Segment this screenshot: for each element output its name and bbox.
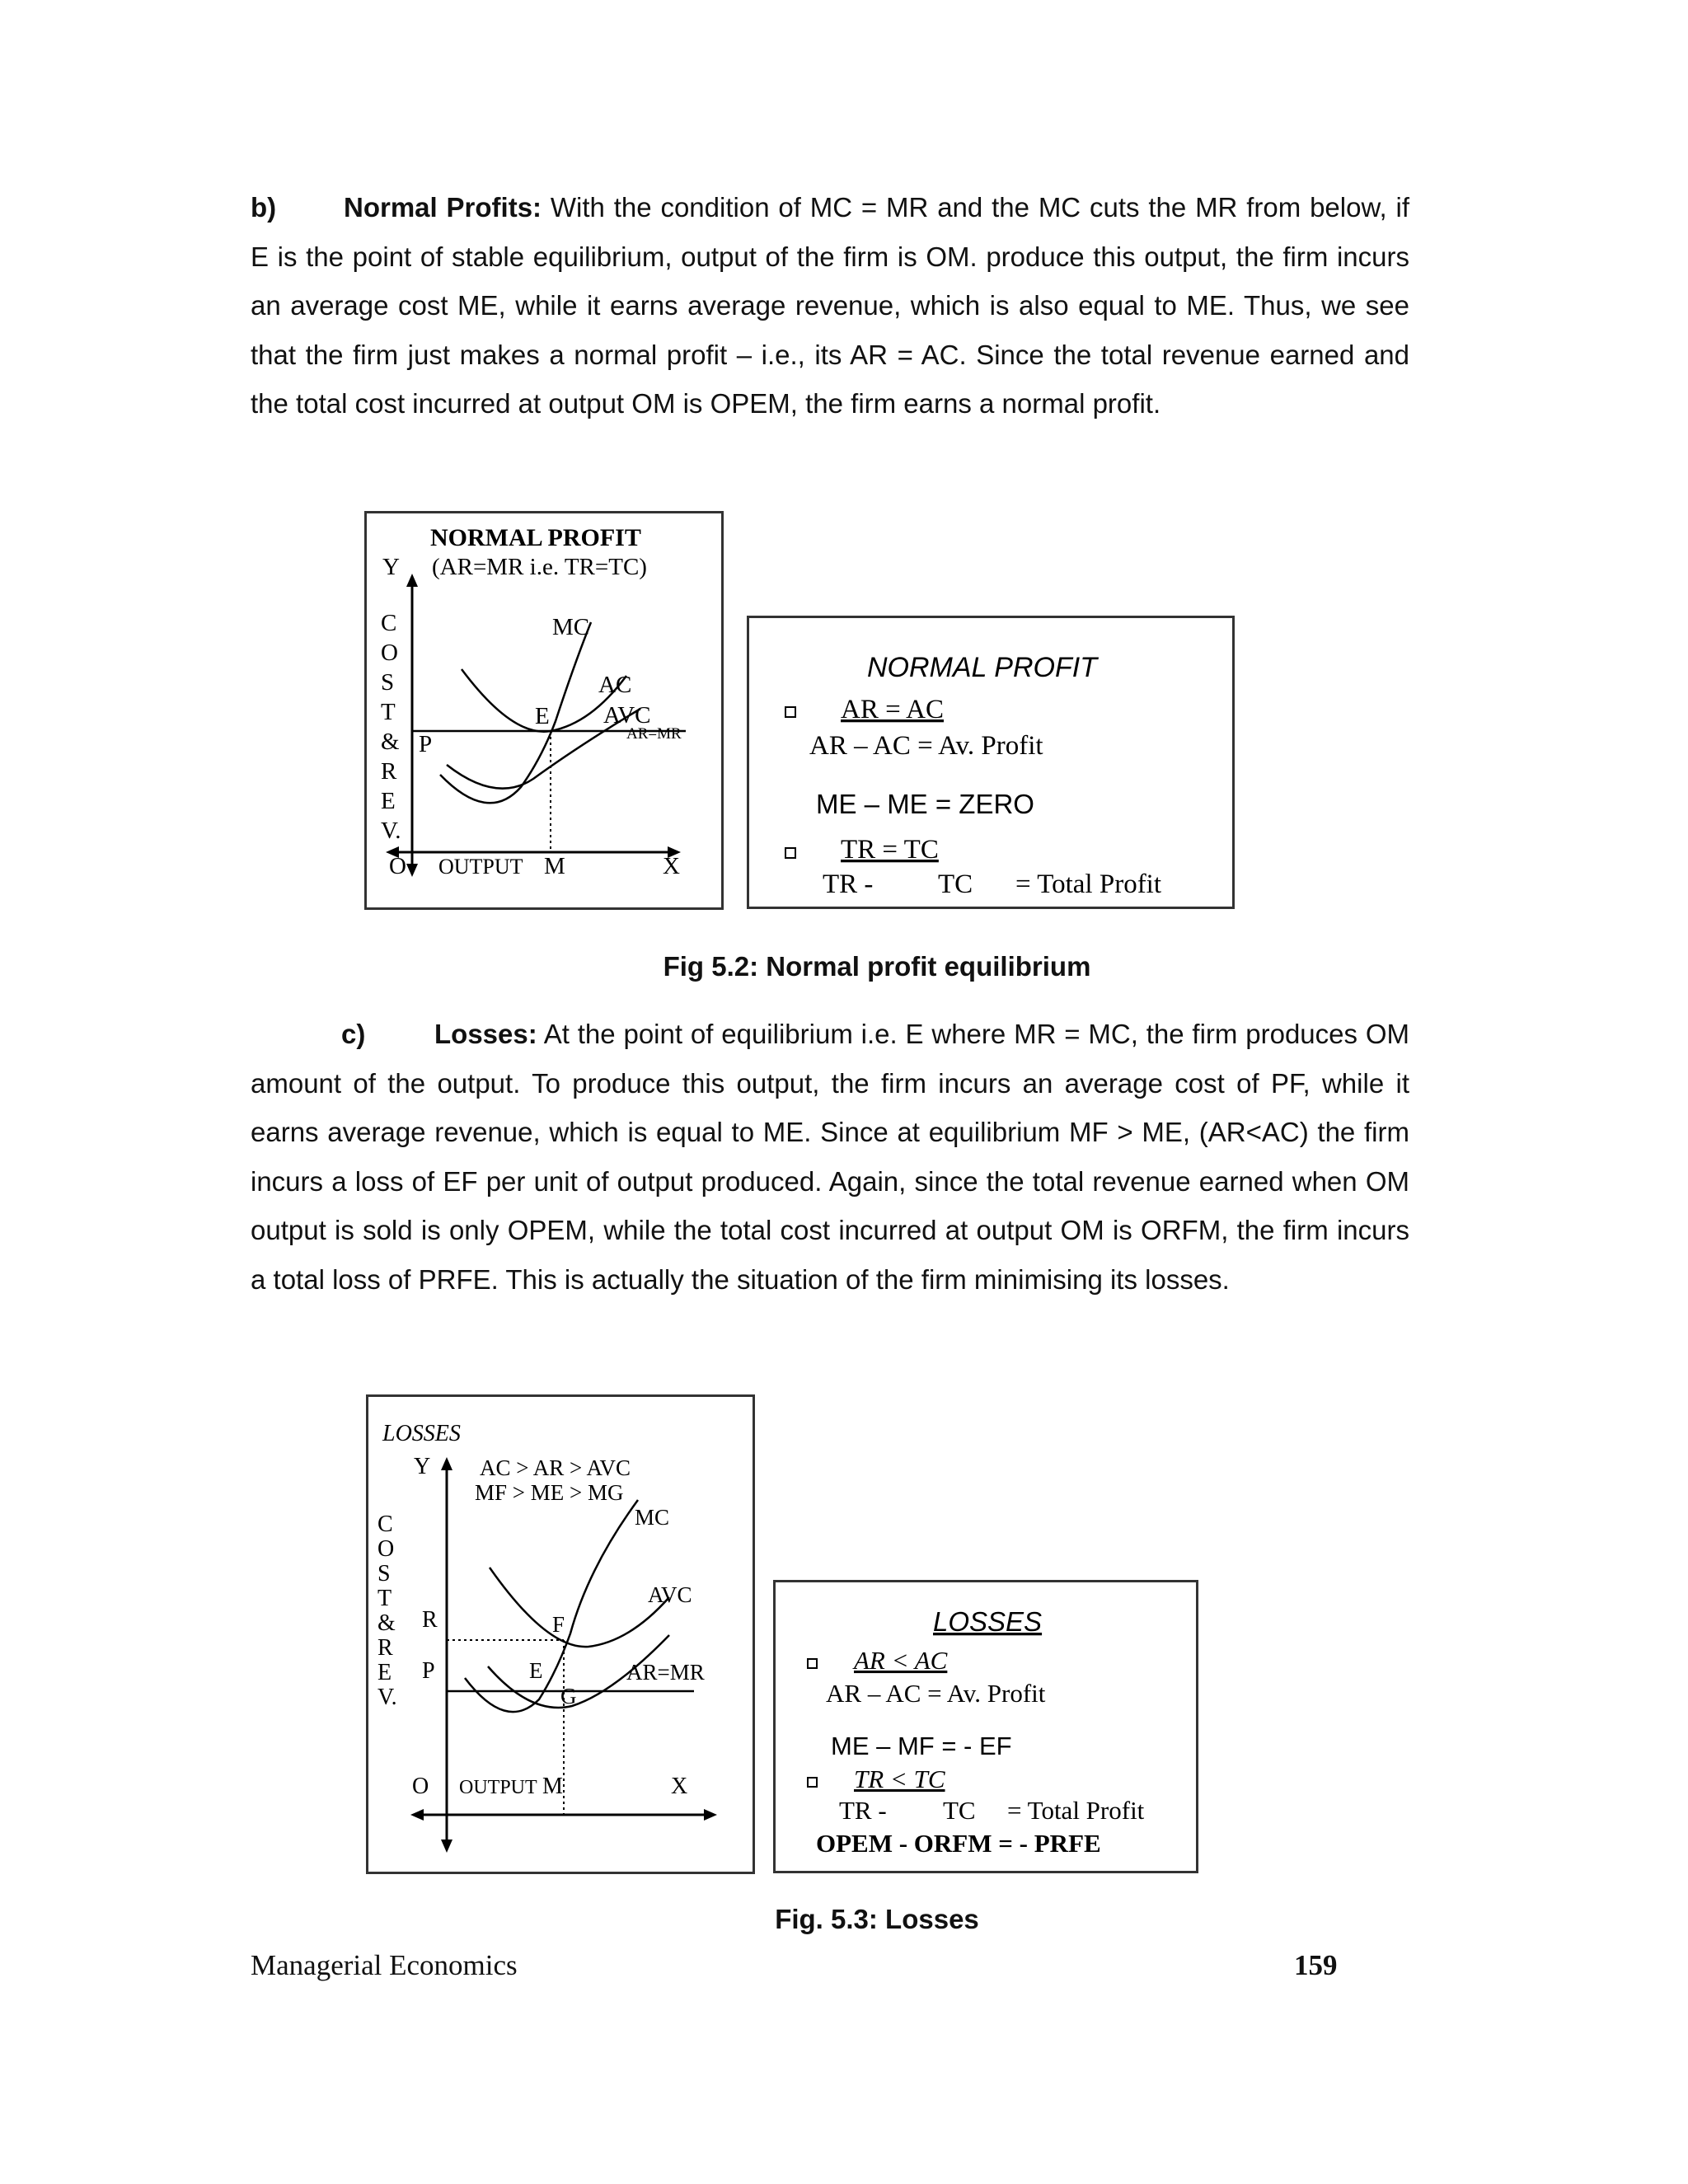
vaxis-letter: O: [381, 640, 398, 666]
f-label: F: [552, 1612, 565, 1637]
mc-label: MC: [552, 614, 590, 640]
equation-tc: TC: [938, 869, 973, 899]
ac-label: AC: [598, 672, 632, 698]
m-label: M: [544, 853, 565, 879]
paragraph-title: Losses:: [434, 1019, 537, 1049]
box-title: NORMAL PROFIT: [867, 652, 1097, 683]
paragraph-losses: [251, 1010, 1409, 1304]
p-label: P: [419, 731, 433, 757]
equation-total-profit: = Total Profit: [1015, 869, 1162, 899]
equation-tr: TR -: [823, 869, 874, 899]
equation-ar-ac: AR = AC: [841, 695, 944, 724]
vaxis-letter: C: [381, 610, 397, 636]
diagram-title: LOSSES: [382, 1421, 461, 1446]
footer-book-title: Managerial Economics: [251, 1949, 518, 1981]
vaxis-letter: V.: [377, 1685, 397, 1710]
vaxis-letter: T: [381, 699, 396, 725]
vaxis-letter: &: [377, 1610, 396, 1636]
equation-av-profit: AR – AC = Av. Profit: [826, 1679, 1046, 1708]
origin-label: O: [389, 853, 406, 879]
ar-mr-label: AR=MR: [626, 1660, 705, 1685]
equation-total-profit: = Total Profit: [1007, 1796, 1145, 1825]
inequality-ar-ac: AR < AC: [854, 1646, 948, 1675]
x-label: X: [663, 853, 680, 879]
diagram-subtitle: (AR=MR i.e. TR=TC): [432, 554, 647, 580]
paragraph-body: At the point of equilibrium i.e. E where MR = MC, the firm produces OM amount of the output. To produce this output, the firm incurs an average cost of PF, while it earns average revenue, which is equal to ME. Since at equilibrium MF > ME, (AR<AC) the firm incurs a loss of EF per unit of output produced. Again, since the total revenue earned when OM output is sold is only OPEM, while the total cost incurred at output OM is ORFM, the firm incurs a total loss of PRFE. This is actually the situation of the firm minimising its losses.: [251, 1019, 1409, 1295]
normal-profit-diagram: [364, 511, 724, 910]
m-label: M: [542, 1774, 563, 1799]
avc-label: AVC: [648, 1582, 692, 1607]
p-label: P: [422, 1658, 435, 1684]
vaxis-letter: R: [377, 1635, 393, 1661]
output-label: OUTPUT: [459, 1777, 537, 1798]
vaxis-letter: S: [377, 1561, 391, 1586]
equation-zero: ME – ME = ZERO: [816, 789, 1034, 819]
figure-caption: Fig. 5.3: Losses: [775, 1904, 979, 1934]
equation-tr: TR -: [839, 1796, 887, 1825]
losses-summary-box: [773, 1580, 1198, 1873]
vaxis-letter: T: [377, 1586, 392, 1611]
e-label: E: [535, 703, 550, 729]
vaxis-letter: E: [377, 1660, 392, 1685]
y-axis-label: Y: [382, 554, 400, 580]
r-label: R: [422, 1607, 438, 1633]
vaxis-letter: V.: [381, 818, 401, 844]
x-label: X: [671, 1774, 688, 1799]
normal-profit-summary-box: [747, 616, 1235, 909]
equation-tr-tc: TR = TC: [841, 835, 939, 865]
box-title: LOSSES: [933, 1606, 1043, 1637]
origin-label: O: [412, 1774, 429, 1799]
vaxis-letter: &: [381, 729, 400, 755]
diagram-title: NORMAL PROFIT: [430, 524, 641, 551]
g-label: G: [560, 1684, 577, 1708]
vaxis-letter: S: [381, 669, 395, 696]
inequality-ac-ar: AC > AR > AVC: [480, 1455, 631, 1480]
e-label: E: [529, 1658, 543, 1683]
paragraph-letter: b): [251, 192, 277, 223]
vaxis-letter: C: [377, 1511, 393, 1537]
vaxis-letter: O: [377, 1536, 395, 1562]
losses-diagram: [366, 1394, 755, 1874]
paragraph-title: Normal Profits:: [344, 192, 542, 223]
mc-label: MC: [635, 1505, 670, 1530]
y-axis-label: Y: [414, 1454, 431, 1479]
vaxis-letter: E: [381, 788, 396, 814]
equation-total-loss: OPEM - ORFM = - PRFE: [816, 1829, 1101, 1858]
equation-av-profit: AR – AC = Av. Profit: [809, 731, 1043, 761]
figure-caption: Fig 5.2: Normal profit equilibrium: [663, 951, 1091, 982]
ar-mr-label: AR=MR: [626, 725, 682, 743]
equation-me-mf: ME – MF = - EF: [831, 1732, 1012, 1760]
output-label: OUTPUT: [438, 855, 523, 879]
page-number: 159: [1294, 1949, 1338, 1981]
paragraph-letter: c): [341, 1019, 366, 1049]
equation-tc: TC: [943, 1796, 976, 1825]
inequality-tr-tc: TR < TC: [854, 1765, 945, 1793]
paragraph-body: With the condition of MC = MR and the MC cuts the MR from below, if E is the point of stable equilibrium, output of the firm is OM. produce this output, the firm incurs an average cost ME, while it earns average revenue, which is also equal to ME. Thus, we see that the firm just makes a normal profit – i.e., its AR = AC. Since the total revenue earned and the total cost incurred at output OM is OPEM, the firm earns a normal profit.: [251, 192, 1409, 419]
vaxis-letter: R: [381, 758, 397, 785]
avc-label: AVC: [603, 702, 651, 729]
inequality-mf-me: MF > ME > MG: [475, 1480, 624, 1505]
paragraph-normal-profits: [251, 183, 1409, 429]
